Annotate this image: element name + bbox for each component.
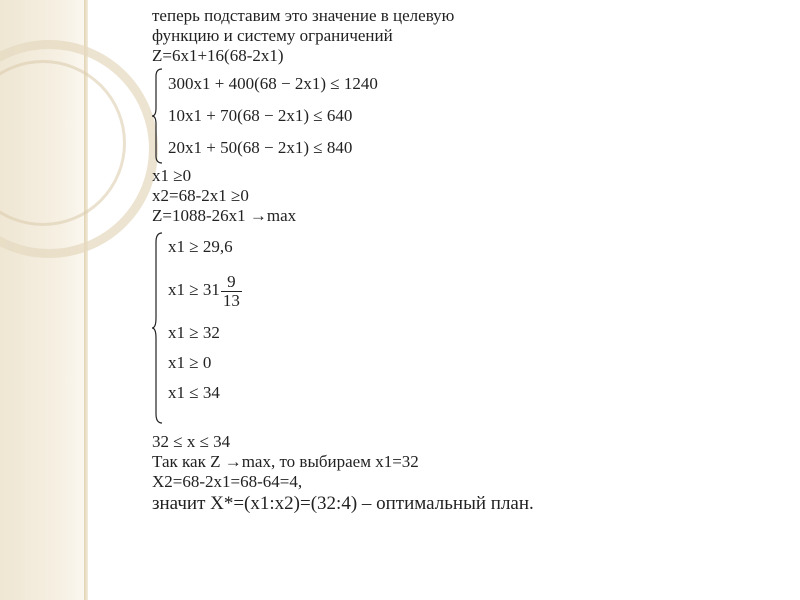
constraint-2: 10x1 + 70(68 − 2x1) ≤ 640	[168, 106, 353, 125]
x2-calculation: X2=68-2x1=68-64=4,	[152, 472, 303, 491]
left-brace-icon	[152, 68, 164, 164]
constraint-1: 300x1 + 400(68 − 2x1) ≤ 1240	[168, 74, 378, 93]
constraint-3: 20x1 + 50(68 − 2x1) ≤ 840	[168, 138, 353, 157]
intro-text-2: функцию и систему ограничений	[152, 26, 393, 45]
bound-3: x1 ≥ 32	[168, 323, 220, 342]
fraction-numerator: 9	[221, 273, 242, 292]
intro-text-1: теперь подставим это значение в целевую	[152, 6, 455, 25]
objective-function-2: Z=1088-26x1 →max	[152, 206, 297, 225]
bound-5: x1 ≤ 34	[168, 383, 220, 402]
intro-line-2	[152, 26, 772, 46]
left-brace-icon	[152, 232, 164, 424]
choose-line: Так как Z →max, то выбираем x1=32	[152, 452, 419, 471]
x1-nonnegative: x1 ≥0	[152, 166, 192, 185]
fraction	[221, 273, 242, 310]
optimal-plan: значит X*=(x1:x2)=(32:4) – оптимальный план.	[152, 493, 534, 514]
constraint-system-2	[152, 232, 772, 424]
bound-4: x1 ≥ 0	[168, 353, 212, 372]
x-range: 32 ≤ x ≤ 34	[152, 432, 231, 451]
fraction-denominator: 13	[222, 290, 240, 310]
x2-nonnegative: x2=68-2x1 ≥0	[152, 186, 249, 205]
objective-function-1: Z=6x1+16(68-2x1)	[152, 46, 284, 65]
bound-2-prefix: x1 ≥ 31	[168, 280, 220, 299]
slide-content	[152, 6, 772, 516]
bound-2	[168, 262, 772, 318]
bound-1: x1 ≥ 29,6	[168, 237, 233, 256]
constraint-system-1	[152, 68, 772, 164]
intro-line-1	[152, 6, 772, 26]
